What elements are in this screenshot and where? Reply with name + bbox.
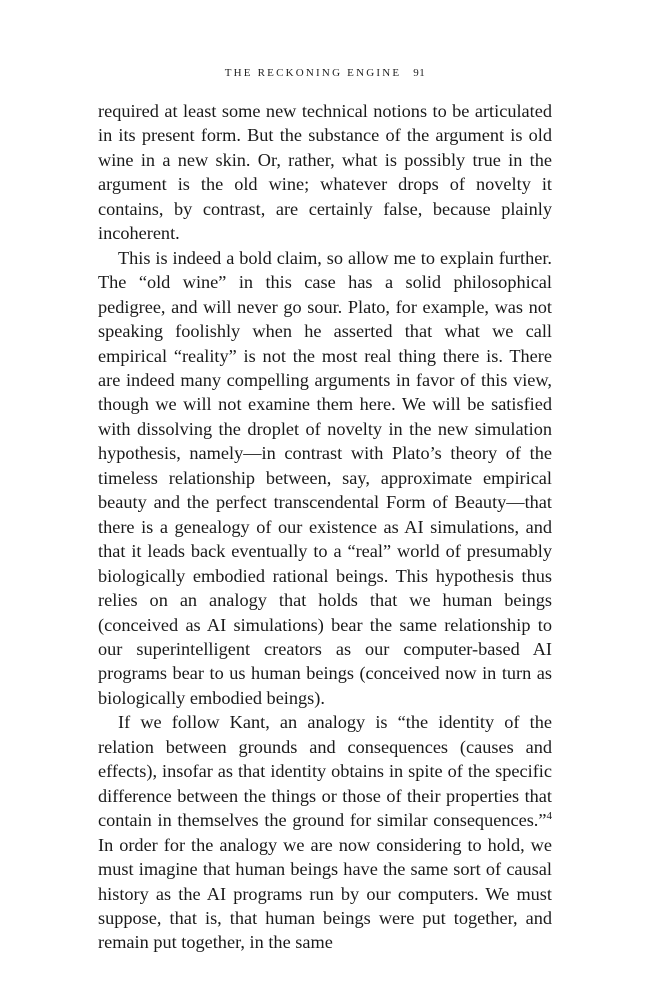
page-number: 91 <box>413 67 426 79</box>
footnote-reference: 4 <box>546 810 552 823</box>
paragraph-1: required at least some new technical notions to be articulated in its present form. But the substance of the argument is old wine in a new skin. Or, rather, what is possibly true in the argument is the old wine; whatever drops of novelty it contains, by contrast, are certainly false, because plainly incoherent. <box>98 101 552 244</box>
running-head-title: THE RECKONING ENGINE <box>224 67 402 79</box>
paragraph-3-text: If we follow Kant, an analogy is “the identity of the relation between grounds and consequences (causes and effects), insofar as that identity obtains in spite of the specific difference between the things or those of their properties that contain in themselves the ground for similar consequences.” <box>98 712 552 831</box>
paragraph-3 <box>98 710 552 955</box>
paragraph-2: This is indeed a bold claim, so allow me to explain further. The “old wine” in this case has a solid philosophical pedigree, and will never go sour. Plato, for example, was not speaking foolishly when he asserted that what we call empirical “reality” is not the most real thing there is. There are indeed many compelling arguments in favor of this view, though we will not examine them here. We will be satisfied with dissolving the droplet of novelty in the new simulation hypothesis, namely—in contrast with Plato’s theory of the timeless relationship between, say, approximate empirical beauty and the perfect transcendental Form of Beauty—that there is a genealogy of our existence as AI simulations, and that it leads back eventually to a “real” world of presumably biologically embodied rational beings. This hypothesis thus relies on an analogy that holds that we human beings (conceived as AI simulations) bear the same relationship to our superintelligent creators as our computer-based AI programs bear to us human beings (conceived now in turn as biologically embodied beings). <box>98 247 552 708</box>
running-head <box>0 67 650 79</box>
body-text <box>98 99 552 955</box>
paragraph-3-text-continued: In order for the analogy we are now considering to hold, we must imagine that human beings have the same sort of causal history as the AI programs run by our computers. We must suppose, that is, that human beings were put together, and remain put together, in the same <box>98 834 552 953</box>
